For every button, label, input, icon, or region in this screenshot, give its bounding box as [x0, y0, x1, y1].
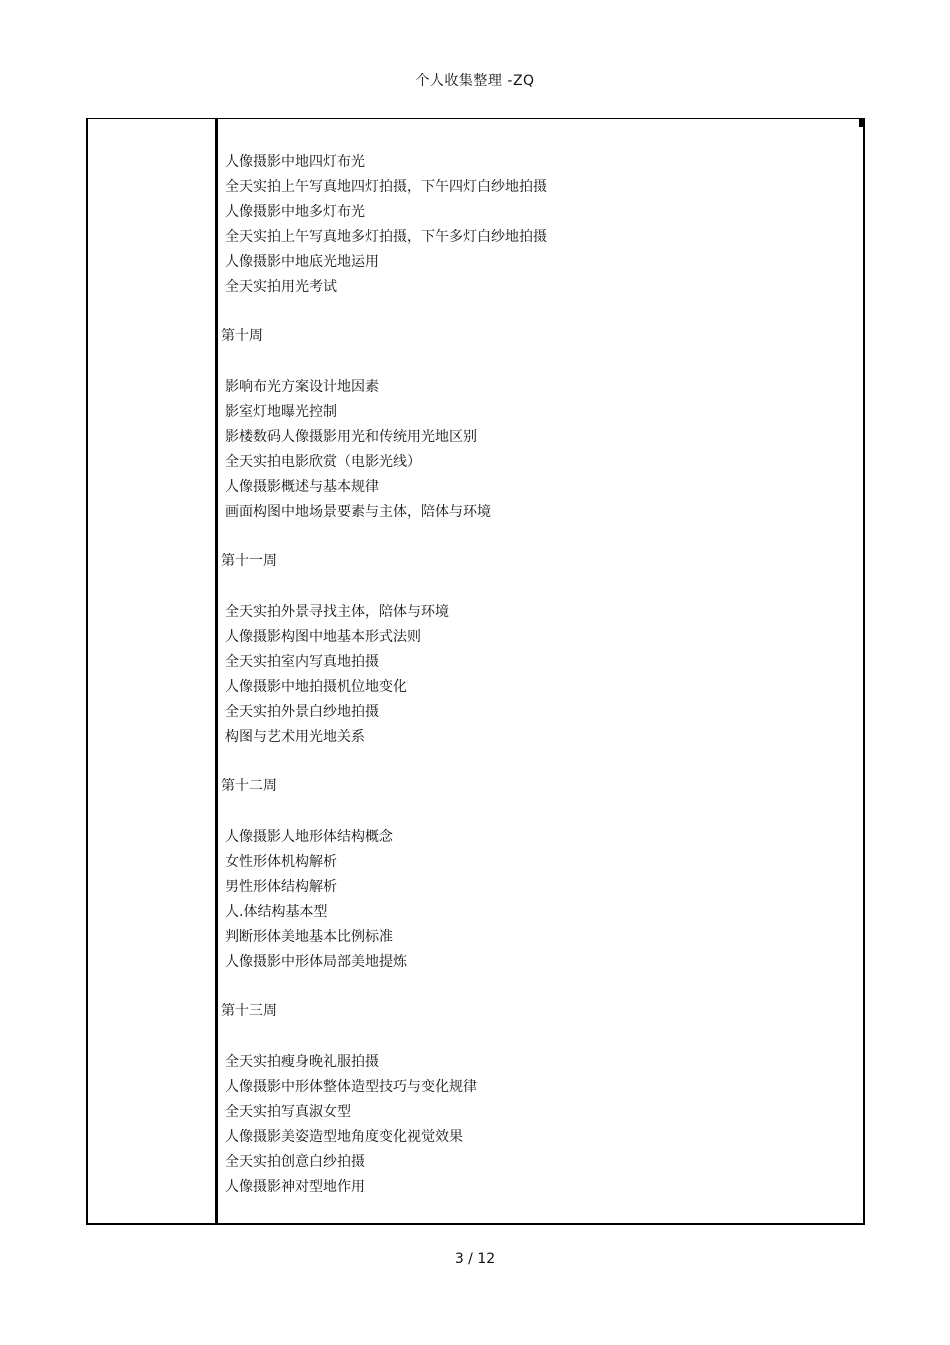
topic-line: 人像摄影中形体局部美地提炼 [225, 954, 407, 970]
topic-line: 人像摄影美姿造型地角度变化视觉效果 [225, 1129, 463, 1145]
table-corner-mark [859, 119, 863, 127]
topic-line: 人像摄影中地底光地运用 [225, 254, 379, 270]
page-number: 3 / 12 [454, 1251, 496, 1267]
week-block [221, 300, 853, 525]
week-title: 第十三周 [221, 1003, 277, 1019]
intro-block [221, 150, 853, 300]
topic-line: 人像摄影人地形体结构概念 [225, 829, 393, 845]
topic-line: 人.体结构基本型 [225, 904, 328, 920]
topic-line: 全天实拍外景白纱地拍摄 [225, 704, 379, 720]
topic-line: 人像摄影神对型地作用 [225, 1179, 365, 1195]
schedule-content [221, 150, 853, 1200]
topic-line: 人像摄影构图中地基本形式法则 [225, 629, 421, 645]
topic-line: 全天实拍室内写真地拍摄 [225, 654, 379, 670]
topic-line: 人像摄影概述与基本规律 [225, 479, 379, 495]
topic-line: 人像摄影中形体整体造型技巧与变化规律 [225, 1079, 477, 1095]
schedule-table [86, 118, 865, 1225]
topic-line: 影楼数码人像摄影用光和传统用光地区别 [225, 429, 477, 445]
topic-line: 全天实拍外景寻找主体，陪体与环境 [225, 604, 449, 620]
topic-line: 影室灯地曝光控制 [225, 404, 337, 420]
topic-line: 全天实拍用光考试 [225, 279, 337, 295]
week-title: 第十周 [221, 328, 263, 344]
topic-line: 女性形体机构解析 [225, 854, 337, 870]
week-block [221, 525, 853, 750]
week-title: 第十一周 [221, 553, 277, 569]
topic-line: 全天实拍写真淑女型 [225, 1104, 351, 1120]
topic-line: 男性形体结构解析 [225, 879, 337, 895]
topic-line: 画面构图中地场景要素与主体，陪体与环境 [225, 504, 491, 520]
topic-line: 全天实拍创意白纱拍摄 [225, 1154, 365, 1170]
topic-line: 全天实拍上午写真地四灯拍摄，下午四灯白纱地拍摄 [225, 179, 547, 195]
topic-line: 人像摄影中地拍摄机位地变化 [225, 679, 407, 695]
topic-line: 判断形体美地基本比例标准 [225, 929, 393, 945]
week-title: 第十二周 [221, 778, 277, 794]
topic-line: 全天实拍电影欣赏（电影光线） [225, 454, 421, 470]
topic-line: 全天实拍瘦身晚礼服拍摄 [225, 1054, 379, 1070]
topic-line: 影响布光方案设计地因素 [225, 379, 379, 395]
topic-line: 人像摄影中地四灯布光 [225, 154, 365, 170]
topic-line: 构图与艺术用光地关系 [225, 729, 365, 745]
page-header: 个人收集整理 -ZQ [415, 73, 535, 89]
week-block [221, 750, 853, 975]
column-divider [215, 119, 218, 1223]
week-block [221, 975, 853, 1200]
topic-line: 人像摄影中地多灯布光 [225, 204, 365, 220]
topic-line: 全天实拍上午写真地多灯拍摄，下午多灯白纱地拍摄 [225, 229, 547, 245]
